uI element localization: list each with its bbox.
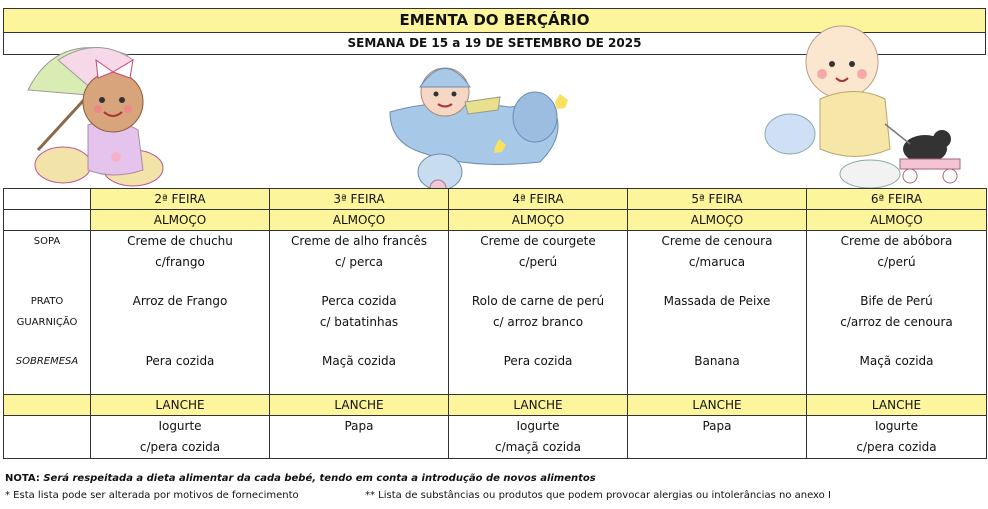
meal-header-row — [4, 210, 987, 231]
lunch-cell — [807, 231, 987, 395]
menu-title: EMENTA DO BERÇÁRIO — [3, 8, 986, 33]
menu-table — [3, 188, 987, 459]
baby-toy-dog-illustration — [760, 14, 970, 192]
meal-header: ALMOÇO — [270, 210, 449, 231]
snack-cell — [807, 416, 987, 459]
soup-line: Creme de chuchu — [127, 234, 233, 248]
snack-cell — [628, 416, 807, 459]
snack-line: Iogurte — [516, 419, 560, 433]
snack-line: Papa — [702, 419, 732, 433]
label-dessert: SOBREMESA — [15, 356, 79, 367]
day-header: 3ª FEIRA — [270, 189, 449, 210]
label-soup: SOPA — [33, 236, 61, 247]
main-line — [91, 312, 269, 333]
footnote-allergens: ** Lista de substâncias ou produtos que podem provocar alergias ou intolerâncias no anexo I — [365, 490, 831, 501]
meal-header: ALMOÇO — [807, 210, 987, 231]
day-header: 6ª FEIRA — [807, 189, 987, 210]
main-line: c/ arroz branco — [492, 315, 584, 329]
dessert: Maçã cozida — [859, 354, 934, 368]
snack-header: LANCHE — [807, 395, 987, 416]
snack-line: c/maçã cozida — [495, 440, 581, 454]
soup-line: c/perú — [518, 255, 558, 269]
footnote-supply: * Esta lista pode ser alterada por motivos de fornecimento — [5, 490, 299, 501]
snack-header: LANCHE — [91, 395, 270, 416]
soup-line: Creme de courgete — [480, 234, 596, 248]
soup-line: Creme de alho francês — [291, 234, 427, 248]
snack-line: c/pera cozida — [856, 440, 937, 454]
lunch-cell — [628, 231, 807, 395]
lunch-cell — [449, 231, 628, 395]
snack-header: LANCHE — [270, 395, 449, 416]
dessert: Maçã cozida — [321, 354, 396, 368]
snack-cell — [91, 416, 270, 459]
snack-line: c/pera cozida — [139, 440, 221, 454]
baby-umbrella-illustration — [18, 30, 178, 190]
nota-line — [5, 473, 596, 484]
dessert: Banana — [694, 354, 740, 368]
lunch-cell — [91, 231, 270, 395]
main-line: c/ batatinhas — [319, 315, 399, 329]
soup-line: c/perú — [877, 255, 916, 269]
dessert: Pera cozida — [503, 354, 573, 368]
snack-row — [4, 416, 987, 459]
snack-line: Iogurte — [158, 419, 202, 433]
snack-cell — [449, 416, 628, 459]
soup-line: c/ perca — [334, 255, 384, 269]
label-main: PRATO — [30, 296, 64, 307]
snack-cell — [270, 416, 449, 459]
week-range: SEMANA DE 15 a 19 DE SETEMBRO DE 2025 — [3, 33, 986, 55]
day-header-row — [4, 189, 987, 210]
snack-header-row — [4, 395, 987, 416]
main-line: Rolo de carne de perú — [471, 294, 605, 308]
lunch-cell — [270, 231, 449, 395]
baby-airplane-illustration — [380, 52, 600, 200]
day-header: 4ª FEIRA — [449, 189, 628, 210]
main-line: c/arroz de cenoura — [840, 315, 953, 329]
meal-header: ALMOÇO — [449, 210, 628, 231]
nota-text: Será respeitada a dieta alimentar da cada bebé, tendo em conta a introdução de novos alimentos — [43, 473, 596, 484]
main-line — [628, 312, 806, 333]
soup-line: c/maruca — [688, 255, 746, 269]
snack-header: LANCHE — [449, 395, 628, 416]
snack-line — [628, 437, 806, 458]
row-labels — [4, 231, 91, 395]
snack-line — [270, 437, 448, 458]
label-side: GUARNIÇÃO — [16, 317, 78, 328]
soup-line: c/frango — [155, 255, 205, 269]
lunch-row — [4, 231, 987, 395]
dessert: Pera cozida — [145, 354, 215, 368]
main-line: Massada de Peixe — [663, 294, 771, 308]
snack-line: Iogurte — [874, 419, 919, 433]
meal-header: ALMOÇO — [91, 210, 270, 231]
snack-line: Papa — [344, 419, 374, 433]
day-header: 2ª FEIRA — [91, 189, 270, 210]
main-line: Perca cozida — [321, 294, 397, 308]
soup-line: Creme de cenoura — [661, 234, 773, 248]
meal-header: ALMOÇO — [628, 210, 807, 231]
day-header: 5ª FEIRA — [628, 189, 807, 210]
snack-header: LANCHE — [628, 395, 807, 416]
main-line: Arroz de Frango — [132, 294, 228, 308]
main-line: Bife de Perú — [860, 294, 933, 308]
nota-prefix: NOTA: — [5, 473, 40, 484]
soup-line: Creme de abóbora — [840, 234, 953, 248]
